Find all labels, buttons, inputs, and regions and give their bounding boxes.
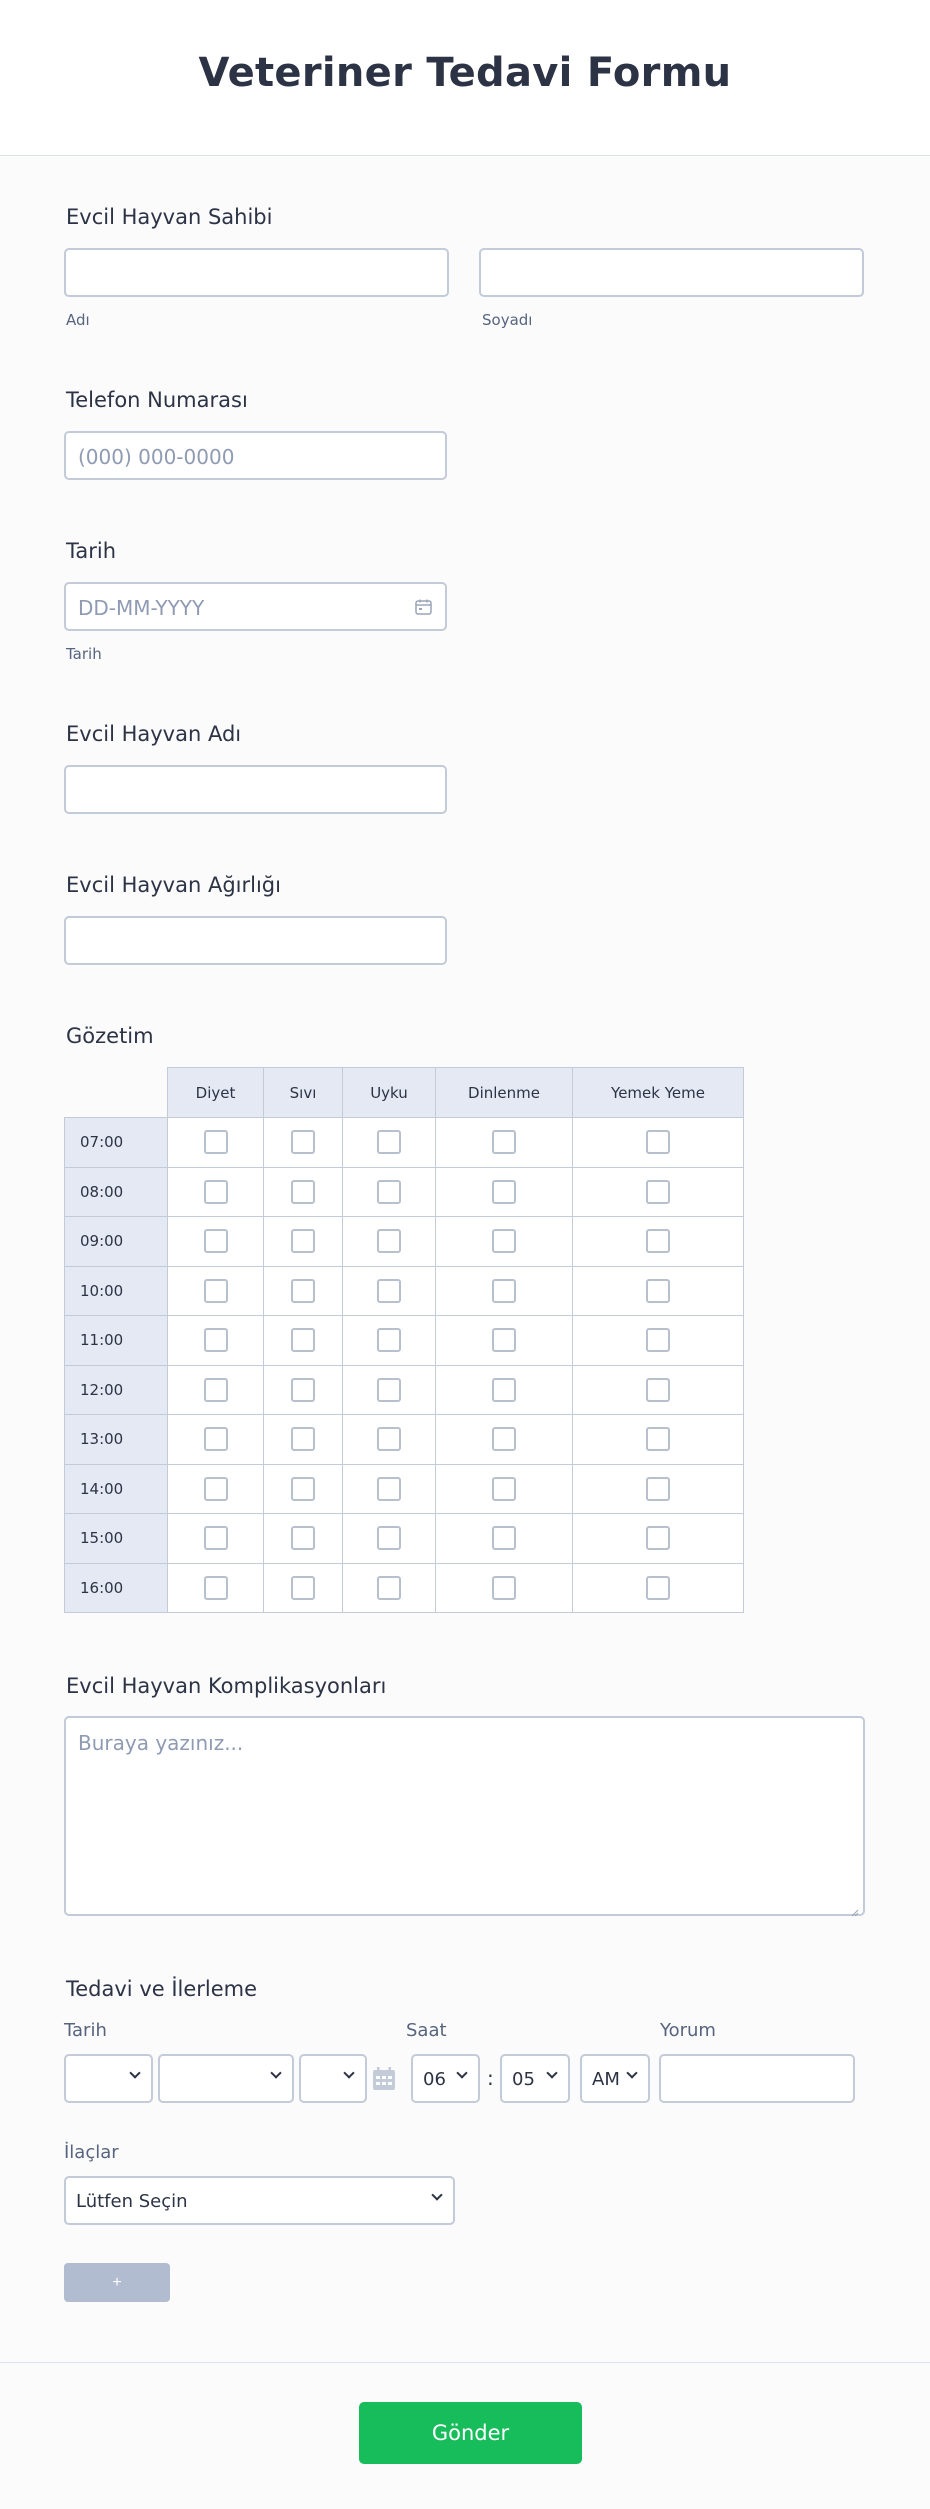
treatment-minute-select[interactable] [500, 2054, 570, 2103]
matrix-cell [573, 1266, 744, 1316]
phone-label: Telefon Numarası [66, 388, 248, 412]
date-input[interactable] [64, 582, 447, 631]
first-name-sublabel: Adı [66, 311, 90, 329]
matrix-row [65, 1415, 744, 1465]
matrix-row [65, 1365, 744, 1415]
matrix-cell [168, 1316, 264, 1366]
matrix-checkbox[interactable] [204, 1180, 228, 1204]
matrix-cell [168, 1266, 264, 1316]
matrix-checkbox[interactable] [291, 1427, 315, 1451]
time-separator: : [487, 2066, 494, 2090]
matrix-cell [343, 1217, 436, 1267]
chevron-down-icon [546, 2067, 557, 2078]
pet-name-input[interactable] [64, 765, 447, 814]
matrix-checkbox[interactable] [204, 1130, 228, 1154]
matrix-cell [168, 1167, 264, 1217]
date-sublabel: Tarih [66, 645, 102, 663]
form-footer [0, 2362, 930, 2509]
matrix-cell [573, 1167, 744, 1217]
matrix-checkbox[interactable] [377, 1229, 401, 1253]
matrix-cell [168, 1563, 264, 1613]
matrix-checkbox[interactable] [291, 1477, 315, 1501]
matrix-row-header: 09:00 [65, 1217, 168, 1267]
matrix-row [65, 1316, 744, 1366]
treatment-year-select[interactable] [299, 2054, 367, 2103]
matrix-checkbox[interactable] [492, 1576, 516, 1600]
matrix-cell [264, 1118, 343, 1168]
matrix-checkbox[interactable] [377, 1477, 401, 1501]
matrix-checkbox[interactable] [204, 1427, 228, 1451]
matrix-cell [573, 1365, 744, 1415]
matrix-cell [168, 1464, 264, 1514]
observation-matrix [64, 1067, 744, 1613]
matrix-checkbox[interactable] [377, 1576, 401, 1600]
matrix-row-header: 14:00 [65, 1464, 168, 1514]
matrix-checkbox[interactable] [646, 1378, 670, 1402]
matrix-checkbox[interactable] [204, 1378, 228, 1402]
treatment-day-select[interactable] [64, 2054, 153, 2103]
matrix-checkbox[interactable] [646, 1576, 670, 1600]
chevron-down-icon [129, 2067, 140, 2078]
calendar-icon[interactable] [372, 2067, 396, 2091]
matrix-col-header: Sıvı [264, 1068, 343, 1118]
matrix-checkbox[interactable] [204, 1477, 228, 1501]
matrix-cell [436, 1415, 573, 1465]
chevron-down-icon [626, 2067, 637, 2078]
matrix-checkbox[interactable] [492, 1229, 516, 1253]
matrix-checkbox[interactable] [646, 1328, 670, 1352]
medications-label: İlaçlar [64, 2142, 119, 2163]
treatment-comment-input[interactable] [659, 2054, 855, 2103]
owner-label: Evcil Hayvan Sahibi [66, 205, 273, 229]
matrix-cell [436, 1316, 573, 1366]
matrix-cell [436, 1217, 573, 1267]
matrix-checkbox[interactable] [646, 1229, 670, 1253]
matrix-checkbox[interactable] [646, 1477, 670, 1501]
matrix-row [65, 1118, 744, 1168]
pet-name-label: Evcil Hayvan Adı [66, 722, 242, 746]
matrix-col-header: Yemek Yeme [573, 1068, 744, 1118]
matrix-checkbox[interactable] [291, 1130, 315, 1154]
matrix-corner [65, 1068, 168, 1118]
matrix-checkbox[interactable] [377, 1279, 401, 1303]
matrix-cell [343, 1118, 436, 1168]
matrix-checkbox[interactable] [204, 1576, 228, 1600]
matrix-checkbox[interactable] [291, 1526, 315, 1550]
matrix-checkbox[interactable] [204, 1328, 228, 1352]
add-row-button[interactable]: + [64, 2263, 170, 2302]
submit-button[interactable]: Gönder [359, 2402, 582, 2464]
matrix-checkbox[interactable] [492, 1130, 516, 1154]
matrix-row-header: 08:00 [65, 1167, 168, 1217]
calendar-icon[interactable] [415, 599, 432, 615]
matrix-row [65, 1217, 744, 1267]
matrix-cell [343, 1514, 436, 1564]
matrix-row [65, 1514, 744, 1564]
matrix-checkbox[interactable] [377, 1378, 401, 1402]
matrix-checkbox[interactable] [492, 1378, 516, 1402]
matrix-cell [436, 1514, 573, 1564]
matrix-checkbox[interactable] [204, 1279, 228, 1303]
matrix-row-header: 07:00 [65, 1118, 168, 1168]
treatment-label: Tedavi ve İlerleme [66, 1977, 258, 2001]
matrix-checkbox[interactable] [492, 1427, 516, 1451]
matrix-cell [573, 1415, 744, 1465]
chevron-down-icon [343, 2067, 354, 2078]
matrix-checkbox[interactable] [646, 1526, 670, 1550]
matrix-cell [343, 1167, 436, 1217]
matrix-cell [343, 1415, 436, 1465]
matrix-cell [264, 1365, 343, 1415]
matrix-cell [264, 1464, 343, 1514]
matrix-cell [264, 1514, 343, 1564]
matrix-row-header: 13:00 [65, 1415, 168, 1465]
form-title: Veteriner Tedavi Formu [198, 50, 732, 96]
medications-value: Lütfen Seçin [76, 2191, 188, 2212]
matrix-cell [168, 1217, 264, 1267]
matrix-cell [264, 1563, 343, 1613]
observation-label: Gözetim [66, 1024, 154, 1048]
chevron-down-icon [456, 2067, 467, 2078]
phone-input[interactable] [64, 431, 447, 480]
matrix-cell [168, 1514, 264, 1564]
form-header [0, 0, 930, 156]
matrix-cell [436, 1563, 573, 1613]
matrix-cell [436, 1167, 573, 1217]
matrix-cell [264, 1167, 343, 1217]
matrix-row-header: 12:00 [65, 1365, 168, 1415]
matrix-checkbox[interactable] [377, 1526, 401, 1550]
matrix-checkbox[interactable] [291, 1328, 315, 1352]
matrix-cell [573, 1464, 744, 1514]
matrix-checkbox[interactable] [377, 1328, 401, 1352]
matrix-cell [264, 1415, 343, 1465]
chevron-down-icon [270, 2067, 281, 2078]
matrix-cell [436, 1266, 573, 1316]
matrix-cell [436, 1365, 573, 1415]
matrix-cell [343, 1266, 436, 1316]
matrix-cell [264, 1316, 343, 1366]
matrix-cell [264, 1217, 343, 1267]
treatment-col-time: Saat [406, 2020, 447, 2041]
hour-value: 06 [423, 2069, 446, 2090]
matrix-row-header: 11:00 [65, 1316, 168, 1366]
matrix-row [65, 1563, 744, 1613]
matrix-cell [343, 1563, 436, 1613]
matrix-row-header: 10:00 [65, 1266, 168, 1316]
pet-weight-label: Evcil Hayvan Ağırlığı [66, 873, 281, 897]
matrix-cell [573, 1563, 744, 1613]
matrix-checkbox[interactable] [646, 1130, 670, 1154]
matrix-checkbox[interactable] [291, 1576, 315, 1600]
date-placeholder: DD-MM-YYYY [78, 596, 205, 620]
matrix-checkbox[interactable] [492, 1180, 516, 1204]
matrix-checkbox[interactable] [377, 1130, 401, 1154]
matrix-checkbox[interactable] [377, 1180, 401, 1204]
medications-select[interactable] [64, 2176, 455, 2225]
matrix-cell [573, 1316, 744, 1366]
last-name-sublabel: Soyadı [482, 311, 533, 329]
minute-value: 05 [512, 2069, 535, 2090]
treatment-hour-select[interactable] [411, 2054, 480, 2103]
treatment-col-comment: Yorum [660, 2020, 716, 2041]
matrix-checkbox[interactable] [646, 1180, 670, 1204]
matrix-checkbox[interactable] [492, 1279, 516, 1303]
matrix-cell [343, 1316, 436, 1366]
matrix-row [65, 1464, 744, 1514]
owner-last-name-input[interactable] [479, 248, 864, 297]
complications-textarea[interactable] [64, 1716, 865, 1916]
matrix-cell [573, 1217, 744, 1267]
matrix-cell [436, 1464, 573, 1514]
matrix-checkbox[interactable] [377, 1427, 401, 1451]
treatment-col-date: Tarih [64, 2020, 107, 2041]
treatment-month-select[interactable] [158, 2054, 294, 2103]
matrix-col-header: Uyku [343, 1068, 436, 1118]
matrix-col-header: Diyet [168, 1068, 264, 1118]
matrix-cell [168, 1118, 264, 1168]
matrix-cell [573, 1118, 744, 1168]
chevron-down-icon [431, 2189, 442, 2200]
matrix-row [65, 1167, 744, 1217]
matrix-cell [168, 1415, 264, 1465]
matrix-row-header: 16:00 [65, 1563, 168, 1613]
matrix-checkbox[interactable] [646, 1427, 670, 1451]
matrix-checkbox[interactable] [291, 1378, 315, 1402]
matrix-checkbox[interactable] [492, 1328, 516, 1352]
pet-weight-input[interactable] [64, 916, 447, 965]
ampm-value: AM [592, 2069, 620, 2090]
matrix-checkbox[interactable] [291, 1279, 315, 1303]
complications-placeholder: Buraya yazınız... [78, 1731, 244, 1755]
matrix-checkbox[interactable] [204, 1526, 228, 1550]
matrix-col-header: Dinlenme [436, 1068, 573, 1118]
matrix-cell [343, 1365, 436, 1415]
matrix-checkbox[interactable] [646, 1279, 670, 1303]
matrix-cell [573, 1514, 744, 1564]
matrix-checkbox[interactable] [204, 1229, 228, 1253]
phone-placeholder: (000) 000-0000 [78, 445, 235, 469]
complications-label: Evcil Hayvan Komplikasyonları [66, 1674, 387, 1698]
owner-first-name-input[interactable] [64, 248, 449, 297]
resize-handle-icon[interactable] [851, 1902, 859, 1910]
treatment-ampm-select[interactable] [580, 2054, 650, 2103]
matrix-cell [264, 1266, 343, 1316]
matrix-checkbox[interactable] [492, 1526, 516, 1550]
matrix-checkbox[interactable] [291, 1229, 315, 1253]
matrix-row [65, 1266, 744, 1316]
matrix-row-header: 15:00 [65, 1514, 168, 1564]
matrix-checkbox[interactable] [492, 1477, 516, 1501]
matrix-cell [436, 1118, 573, 1168]
matrix-cell [343, 1464, 436, 1514]
matrix-cell [168, 1365, 264, 1415]
date-label: Tarih [66, 539, 116, 563]
matrix-checkbox[interactable] [291, 1180, 315, 1204]
